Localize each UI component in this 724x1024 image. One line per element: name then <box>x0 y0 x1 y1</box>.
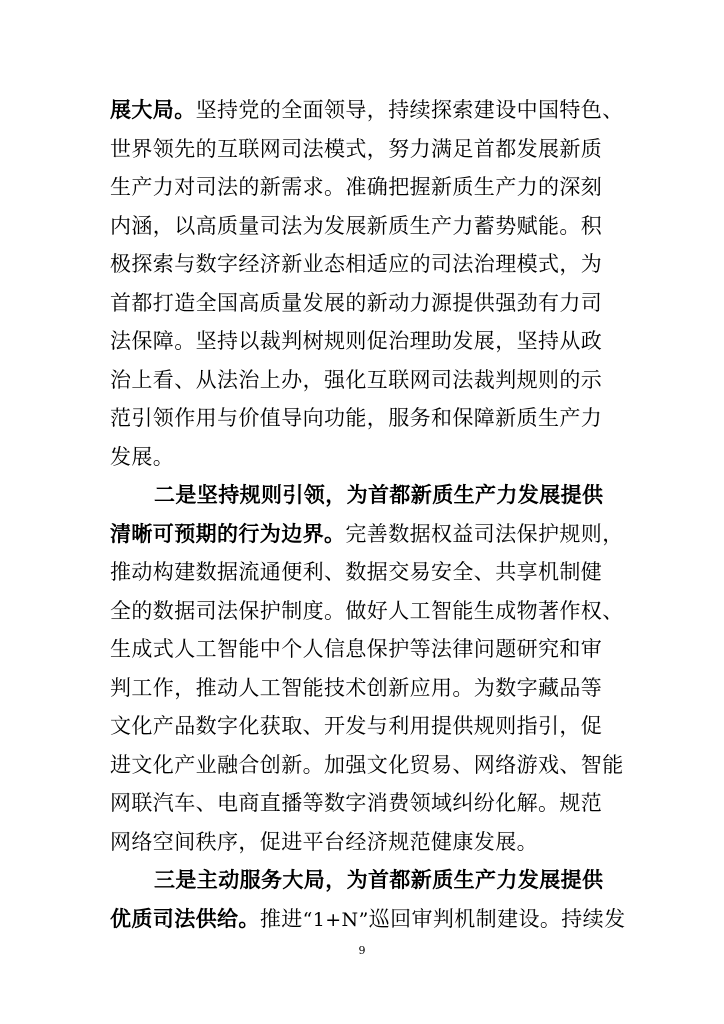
text-line <box>110 399 620 438</box>
text-line <box>110 669 620 708</box>
text-segment: 网联汽车、电商直播等数字消费领域纠纷化解。规范 <box>110 791 603 815</box>
text-segment: 范引领作用与价值导向功能，服务和保障新质生产力 <box>110 406 603 430</box>
text-line <box>110 861 620 900</box>
text-line <box>110 515 624 554</box>
text-line <box>110 630 620 669</box>
text-segment: 发展。 <box>110 444 175 469</box>
text-segment: 治上看、从法治上办，强化互联网司法裁判规则的示 <box>110 367 603 392</box>
text-line <box>110 746 624 785</box>
bold-heading-text: 清晰可预期的行为边界。 <box>110 521 346 546</box>
text-line <box>110 245 620 284</box>
text-line <box>110 91 624 130</box>
text-line <box>110 207 620 246</box>
text-line <box>110 438 620 477</box>
text-segment: 生产力对司法的新需求。准确把握新质生产力的深刻 <box>110 175 603 199</box>
text-line <box>110 784 620 823</box>
bold-heading-text: 二是坚持规则引领，为首都新质生产力发展提供 <box>154 483 604 507</box>
text-line <box>110 592 624 631</box>
text-line <box>110 823 620 862</box>
text-segment: 推动构建数据流通便利、数据交易安全、共享机制健 <box>110 560 603 584</box>
text-line <box>110 284 620 323</box>
text-line <box>110 900 626 939</box>
text-line <box>110 553 620 592</box>
text-line <box>110 476 620 515</box>
text-segment: 推进 <box>259 906 303 931</box>
text-segment: 极探索与数字经济新业态相适应的司法治理模式，为 <box>110 252 603 276</box>
text-segment: 坚持党的全面领导，持续探索建设中国特色、 <box>195 98 624 122</box>
text-segment: 首都打造全国高质量发展的新动力源提供强劲有力司 <box>110 290 603 315</box>
text-segment: 内涵，以高质量司法为发展新质生产力蓄势赋能。积 <box>110 213 603 238</box>
text-segment: 文化产品数字化获取、开发与利用提供规则指引，促 <box>110 714 603 738</box>
text-segment: 生成式人工智能中个人信息保护等法律问题研究和审 <box>110 637 603 661</box>
bold-heading-text: 三是主动服务大局，为首都新质生产力发展提供 <box>154 868 604 892</box>
text-segment: 法保障。坚持以裁判树规则促治理助发展，坚持从政 <box>110 329 603 353</box>
text-line <box>110 707 620 746</box>
page-number: 9 <box>358 944 366 957</box>
text-segment: 巡回审判机制建设。持续发 <box>368 906 626 931</box>
text-segment: “1+N” <box>302 908 369 931</box>
text-segment: 全的数据司法保护制度。做好人工智能生成物著作权、 <box>110 598 624 623</box>
text-line <box>110 168 620 207</box>
text-segment: 判工作，推动人工智能技术创新应用。为数字藏品等 <box>110 675 603 700</box>
text-line <box>110 361 620 400</box>
text-line <box>110 322 620 361</box>
text-segment: 进文化产业融合创新。加强文化贸易、网络游戏、智能 <box>110 752 624 777</box>
bold-heading-text: 展大局。 <box>110 98 196 122</box>
text-segment: 完善数据权益司法保护规则， <box>345 521 624 546</box>
bold-heading-text: 优质司法供给。 <box>110 906 260 931</box>
text-segment: 网络空间秩序，促进平台经济规范健康发展。 <box>110 829 538 854</box>
text-line <box>110 130 620 169</box>
text-segment: 世界领先的互联网司法模式，努力满足首都发展新质 <box>110 136 603 161</box>
body-text <box>110 91 626 938</box>
